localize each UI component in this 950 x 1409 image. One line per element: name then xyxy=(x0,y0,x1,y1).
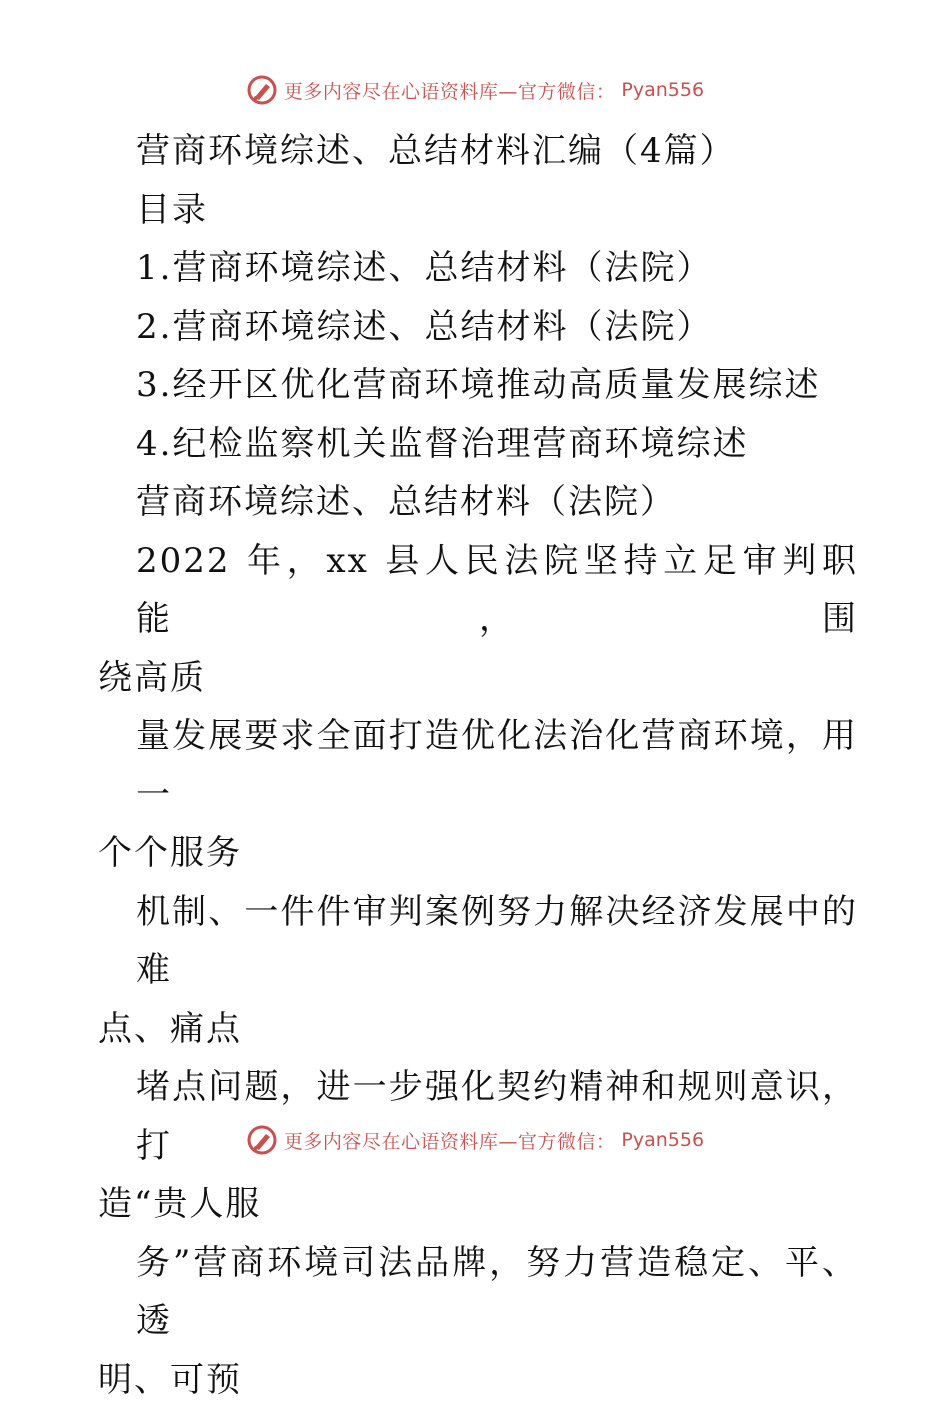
section-title: 营商环境综述、总结材料（法院） xyxy=(98,473,858,532)
body-line: 造“贵人服 xyxy=(98,1175,858,1234)
document-title: 营商环境综述、总结材料汇编（4篇） xyxy=(98,122,858,181)
body-line: 务”营商环境司法品牌，努力营造稳定、平、透 xyxy=(98,1234,858,1351)
body-line: 绕高质 xyxy=(98,649,858,708)
toc-item-4: 4.纪检监察机关监督治理营商环境综述 xyxy=(98,415,858,474)
toc-item-3: 3.经开区优化营商环境推动高质量发展综述 xyxy=(98,356,858,415)
footer-watermark xyxy=(0,1124,950,1156)
toc-item-2: 2.营商环境综述、总结材料（法院） xyxy=(98,298,858,357)
body-line: 堵点问题，进一步强化契约精神和规则意识，打 xyxy=(98,1058,858,1175)
watermark-contact: Pyan556 xyxy=(621,79,704,101)
body-line: 机制、一件件审判案例努力解决经济发展中的难 xyxy=(98,883,858,1000)
watermark-text: 更多内容尽在心语资料库—官方微信： xyxy=(284,1127,616,1154)
watermark-text: 更多内容尽在心语资料库—官方微信： xyxy=(284,77,616,104)
toc-item-1: 1.营商环境综述、总结材料（法院） xyxy=(98,239,858,298)
pen-logo-icon xyxy=(246,1124,278,1156)
body-line: 量发展要求全面打造优化法治化营商环境，用一 xyxy=(98,707,858,824)
header-watermark xyxy=(0,74,950,106)
toc-heading: 目录 xyxy=(98,181,858,240)
body-line: 2022 年，xx 县人民法院坚持立足审判职能，围 xyxy=(98,532,858,649)
watermark-contact: Pyan556 xyxy=(621,1129,704,1151)
pen-logo-icon xyxy=(246,74,278,106)
body-line: 个个服务 xyxy=(98,824,858,883)
body-line: 明、可预 xyxy=(98,1351,858,1409)
body-line: 点、痛点 xyxy=(98,1000,858,1059)
document-body xyxy=(98,122,858,1409)
